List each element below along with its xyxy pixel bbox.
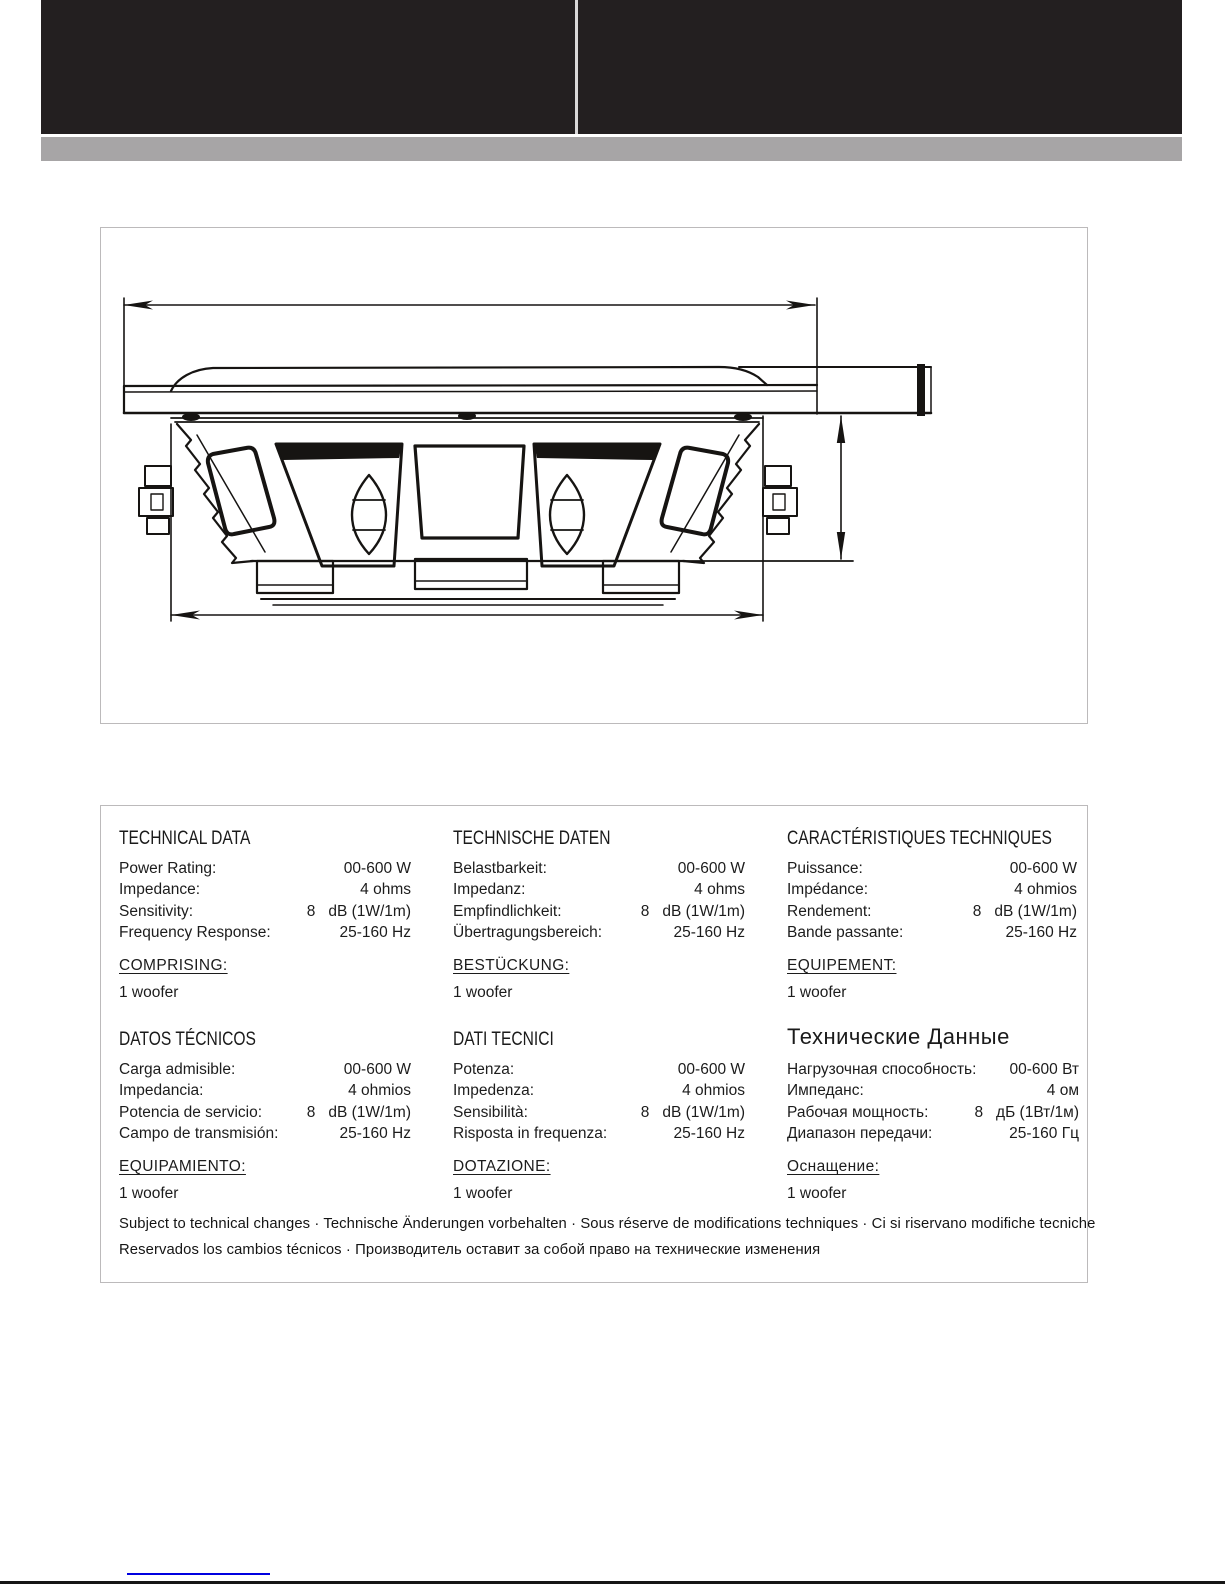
spec-value: 25-160 Hz [339,1125,411,1143]
spec-rows [453,1061,745,1147]
equipment-value: 1 woofer [119,1185,179,1202]
spec-label: Übertragungsbereich: [453,924,603,942]
spec-value: 4 ом [1046,1082,1079,1100]
spec-label: Sensibilità: [453,1103,528,1121]
spec-value: 4 ohms [694,881,745,899]
product-drawing [101,228,1087,723]
spec-label: Sensitivity: [119,902,194,920]
spec-label: Potenza: [453,1061,515,1078]
equipment-heading: Оснащение: [787,1158,880,1175]
spec-value: 8 dB (1W/1m) [972,902,1077,920]
equipment-heading: BESTÜCKUNG: [453,957,570,974]
spec-value: 00-600 W [677,860,745,877]
speaker-gasket [171,367,767,391]
spec-value: 8 dB (1W/1m) [640,902,745,920]
spec-label: Нагрузочная способность: [787,1061,977,1078]
equipment-value: 1 woofer [453,1185,513,1202]
spec-rows [787,860,1077,946]
spec-label: Impedancia: [119,1082,204,1100]
spec-value: 00-600 W [1009,860,1077,877]
spec-value: 25-160 Hz [1005,924,1077,942]
spec-label: Impedance: [119,881,200,899]
spec-label: Campo de transmisión: [119,1125,279,1143]
spec-value: 4 ohms [360,881,411,899]
equipment-value: 1 woofer [453,984,513,1001]
spec-label: Bande passante: [787,924,904,942]
magnet-assembly [251,559,685,605]
spec-label: Frequency Response: [119,924,271,942]
spec-rows [453,860,745,946]
spec-label: Empfindlichkeit: [453,902,562,920]
equipment-value: 1 woofer [787,984,847,1001]
spec-value: 00-600 W [343,860,411,877]
page-bottom-rule [0,1581,1225,1584]
section-title: TECHNICAL DATA [119,827,251,849]
header-banner-right [578,0,1182,134]
spec-label: Potencia de servicio: [119,1103,263,1121]
technical-data-panel [100,805,1096,1283]
spec-value: 00-600 Вт [1009,1061,1079,1078]
equipment-value: 1 woofer [119,984,179,1001]
spec-label: Power Rating: [119,860,217,877]
spec-label: Belastbarkeit: [453,860,547,877]
spec-value: 25-160 Hz [339,924,411,942]
spec-rows [119,860,411,946]
equipment-heading: COMPRISING: [119,957,228,974]
spec-label: Puissance: [787,860,863,877]
basket-windows [208,444,728,566]
spec-label: Рабочая мощность: [787,1103,929,1121]
mounting-frame-section [739,364,931,416]
spec-value: 4 ohmios [682,1082,745,1100]
spec-value: 25-160 Hz [673,1125,745,1143]
spec-label: Impedanz: [453,881,526,899]
spec-rows [119,1061,411,1147]
spec-rows [787,1061,1079,1147]
section-title: TECHNISCHE DATEN [453,827,611,849]
equipment-heading: DOTAZIONE: [453,1158,551,1175]
spec-label: Risposta in frequenza: [453,1125,608,1143]
terminal-left [139,466,173,534]
disclaimer-line-2: Reservados los cambios técnicos · Производитель оставит за собой право на технические изменения [119,1242,821,1258]
spec-label: Impedenza: [453,1082,534,1100]
spec-value: 25-160 Гц [1009,1125,1079,1143]
speaker-flange [124,385,931,413]
disclaimer-line-1: Subject to technical changes · Technische Änderungen vorbehalten · Sous réserve de modifications techniques · Ci si riservano modifiche tecniche [119,1216,1096,1232]
spec-label: Rendement: [787,902,872,920]
header-banner-left [41,0,575,134]
spec-value: 8 dB (1W/1m) [640,1103,745,1121]
terminal-right [763,466,797,534]
equipment-heading: EQUIPEMENT: [787,957,897,974]
spec-value: 00-600 W [343,1061,411,1078]
spec-value: 25-160 Hz [673,924,745,942]
equipment-value: 1 woofer [787,1185,847,1202]
section-title: DATOS TÉCNICOS [119,1028,256,1050]
spec-value: 8 dB (1W/1m) [306,1103,411,1121]
spec-value: 4 ohmios [1014,881,1077,899]
section-title: DATI TECNICI [453,1028,554,1050]
spec-value: 4 ohmios [348,1082,411,1100]
drawing-panel [100,227,1088,724]
spec-label: Импеданс: [787,1082,864,1100]
section-title: CARACTÉRISTIQUES TECHNIQUES [787,827,1052,849]
section-title: Технические Данные [787,1024,1010,1049]
spec-value: 8 dB (1W/1m) [306,902,411,920]
spec-value: 8 дБ (1Вт/1м) [974,1103,1079,1121]
equipment-heading: EQUIPAMIENTO: [119,1158,246,1175]
header-gray-bar [41,137,1182,161]
spec-value: 00-600 W [677,1061,745,1078]
footer-link-underline[interactable] [127,1573,270,1575]
dimension-top-width [124,298,817,414]
spec-label: Impédance: [787,881,868,899]
spec-label: Carga admisible: [119,1061,236,1078]
header-divider [575,0,578,134]
spec-label: Диапазон передачи: [787,1125,933,1143]
